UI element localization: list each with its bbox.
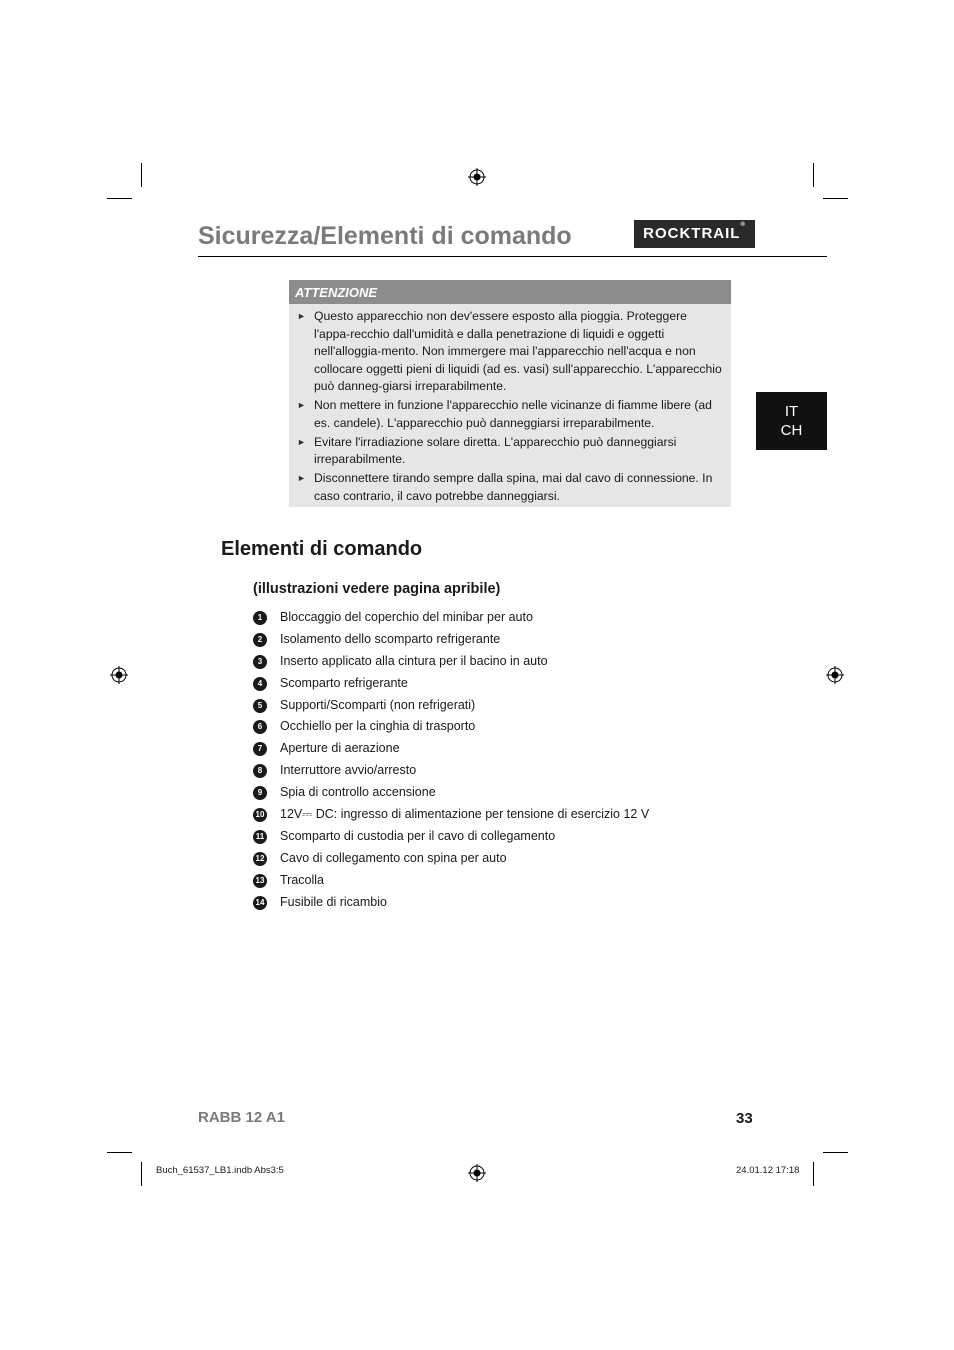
number-badge: 13: [253, 874, 267, 888]
crop-mark: [107, 1152, 132, 1153]
list-item-text: 12V⎓ DC: ingresso di alimentazione per tensione di esercizio 12 V: [280, 807, 650, 822]
language-code-it: IT: [784, 403, 799, 420]
number-badge: 14: [253, 896, 267, 910]
crop-mark: [107, 198, 132, 199]
number-badge: 4: [253, 677, 267, 691]
section-heading: Elementi di comando: [221, 538, 423, 560]
brand-logo: [634, 220, 755, 248]
list-item-text: Supporti/Scomparti (non refrigerati): [280, 697, 476, 712]
warning-item-text: Disconnettere tirando sempre dalla spina, mai dal cavo di connessione. In caso contrario, il cavo potrebbe danneggiarsi.: [314, 471, 713, 503]
crop-mark: [141, 1162, 142, 1186]
list-item-text: Fusibile di ricambio: [280, 894, 387, 909]
warning-item-text: Questo apparecchio non dev'essere esposto alla pioggia. Proteggere l'appa-recchio dall'umidità e dalla penetrazione di liquidi e oggetti nell'alloggia-mento. Non immergere mai l'apparecchio nell'acqua e non collocare oggetti pieni di liquidi (ad es. vasi) sull'apparecchio. L'apparecchio può danneg-giarsi irreparabilmente.: [314, 309, 722, 393]
brand-name: ROCKTRAIL: [643, 225, 741, 242]
registered-mark: ®: [740, 222, 746, 228]
registration-mark-icon: [468, 1164, 486, 1182]
number-badge: 2: [253, 633, 267, 647]
arrow-bullet-icon: ►: [297, 400, 306, 410]
list-item-text: Bloccaggio del coperchio del minibar per auto: [280, 610, 533, 624]
number-badge: 6: [253, 720, 267, 734]
warning-item: [289, 470, 731, 505]
warning-item-text: Evitare l'irradiazione solare diretta. L'apparecchio può danneggiarsi irreparabilmente.: [314, 434, 677, 466]
crop-mark: [813, 163, 814, 187]
list-item-text: Isolamento dello scomparto refrigerante: [280, 631, 501, 646]
crop-mark: [141, 163, 142, 187]
section-subheading: (illustrazioni vedere pagina apribile): [253, 581, 501, 597]
list-item-text: Cavo di collegamento con spina per auto: [280, 850, 507, 865]
print-slug-date: 24.01.12 17:18: [736, 1165, 800, 1176]
warning-heading: ATTENZIONE: [289, 280, 731, 304]
crop-mark: [823, 1152, 848, 1153]
model-name: RABB 12 A1: [198, 1109, 285, 1126]
number-badge: 7: [253, 742, 267, 756]
arrow-bullet-icon: ►: [297, 311, 306, 321]
number-badge: 8: [253, 764, 267, 778]
warning-list: [289, 308, 731, 507]
number-badge: 5: [253, 699, 267, 713]
list-item-text: Interruttore avvio/arresto: [280, 763, 417, 778]
warning-item-text: Non mettere in funzione l'apparecchio nelle vicinanze di fiamme libere (ad es. candele). L'apparecchio può danneggiarsi irreparabilmente.: [314, 398, 712, 430]
number-badge: 11: [253, 830, 267, 844]
page-number: 33: [736, 1110, 753, 1127]
crop-mark: [813, 1162, 814, 1186]
registration-mark-icon: [468, 168, 486, 186]
list-item-text: Scomparto refrigerante: [280, 675, 408, 690]
language-tab: [756, 392, 827, 450]
number-badge: 10: [253, 808, 267, 822]
list-item-text: Spia di controllo accensione: [280, 785, 436, 800]
number-badge: 9: [253, 786, 267, 800]
header-rule: [198, 256, 827, 257]
number-badge: 1: [253, 611, 267, 625]
number-badge: 3: [253, 655, 267, 669]
crop-mark: [823, 198, 848, 199]
registration-mark-icon: [110, 666, 128, 684]
warning-box: [289, 280, 731, 507]
arrow-bullet-icon: ►: [297, 436, 306, 447]
arrow-bullet-icon: ►: [297, 473, 306, 483]
list-item-text: Scomparto di custodia per il cavo di collegamento: [280, 828, 556, 843]
list-item-text: Occhiello per la cinghia di trasporto: [280, 719, 476, 734]
registration-mark-icon: [826, 666, 844, 684]
page-title: Sicurezza/Elementi di comando: [198, 222, 572, 250]
number-badge: 12: [253, 852, 267, 866]
list-item-text: Aperture di aerazione: [280, 741, 400, 756]
list-item-text: Tracolla: [280, 872, 324, 887]
warning-item: [289, 308, 731, 396]
warning-item: [289, 397, 731, 432]
warning-item: [289, 434, 731, 469]
language-code-ch: CH: [780, 422, 803, 439]
print-slug-file: Buch_61537_LB1.indb Abs3:5: [156, 1165, 284, 1176]
list-item-text: Inserto applicato alla cintura per il bacino in auto: [280, 653, 548, 668]
